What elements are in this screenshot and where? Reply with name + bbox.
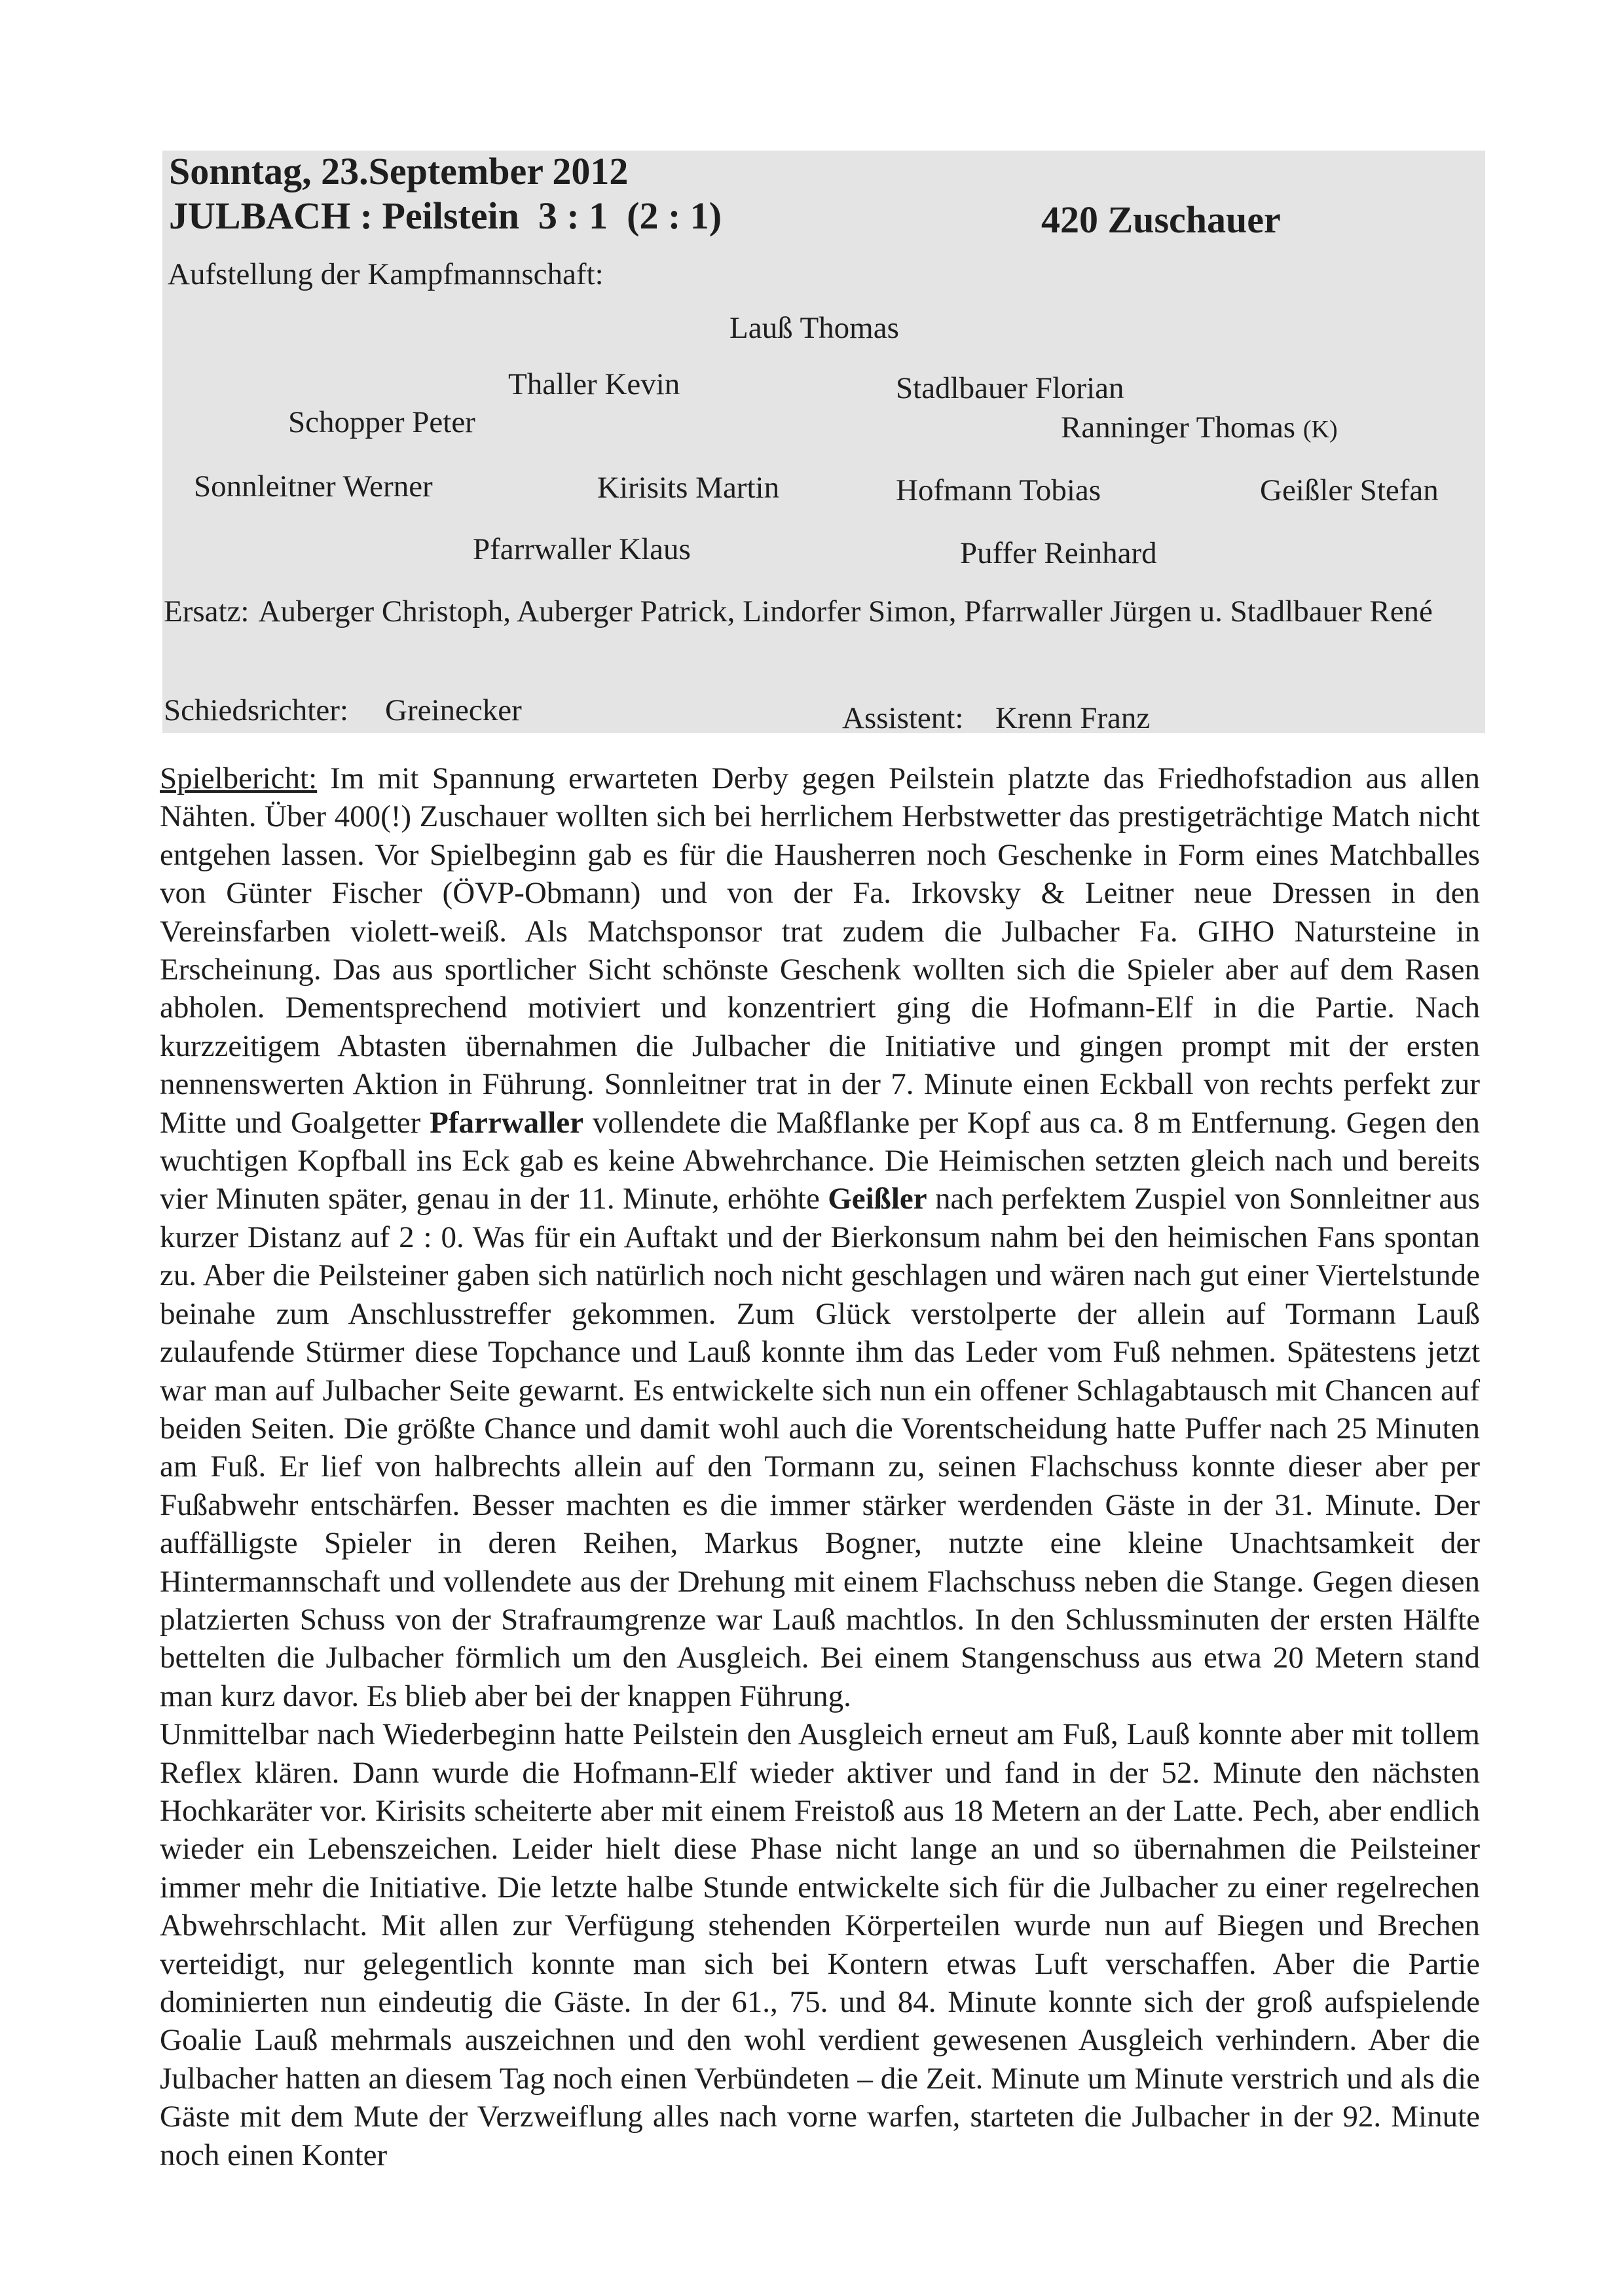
- player-ranninger-name: Ranninger Thomas: [1061, 410, 1296, 445]
- spectator-count: 420 Zuschauer: [1041, 198, 1281, 241]
- report-paragraph-2: Unmittelbar nach Wiederbeginn hatte Peilstein den Ausgleich erneut am Fuß, Lauß konnte aber mit tollem Reflex klären. Dann wurde die Hofmann-Elf wieder aktiver und fand in der 52. Minute den nächsten Hochkaräter vor. Kirisits scheiterte aber mit einem Freistoß aus 18 Metern an der Latte. Pech, aber endlich wieder ein Lebenszeichen. Leider hielt diese Phase nicht lange an und so übernahmen die Peilsteiner immer mehr die Initiative. Die letzte halbe Stunde entwickelte sich für die Julbacher zu einer regelrechen Abwehrschlacht. Mit allen zur Verfügung stehenden Körperteilen wurde nun auf Biegen und Brechen verteidigt, nur gelegentlich konnte man sich bei Kontern etwas Luft verschaffen. Aber die Partie dominierten nun eindeutig die Gäste. In der 61., 75. und 84. Minute konnte sich der groß aufspielende Goalie Lauß mehrmals auszeichnen und den wohl verdient gewesenen Ausgleich verhindern. Aber die Julbacher hatten an diesem Tag noch einen Verbündeten – die Zeit. Minute um Minute verstrich und als die Gäste mit dem Mute der Verzweiflung alles nach vorne warfen, starteten die Julbacher in der 92. Minute noch einen Konter: [160, 1717, 1480, 2172]
- report-paragraph-1: [160, 759, 1480, 1715]
- report-text-1: Im mit Spannung erwarteten Derby gegen Peilstein platzte das Friedhofstadion aus allen Nähten. Über 400(!) Zuschauer wollten sich bei herrlichem Herbstwetter das prestigeträchtige Match nicht entgehen lassen. Vor Spielbeginn gab es für die Hausherren noch Geschenke in Form eines Matchballes von Günter Fischer (ÖVP-Obmann) und von der Fa. Irkovsky & Leitner neue Dressen in den Vereinsfarben violett-weiß. Als Matchsponsor trat zudem die Julbacher Fa. GIHO Natursteine in Erscheinung. Das aus sportlicher Sicht schönste Geschenk wollten sich die Spieler aber auf dem Rasen abholen. Dementsprechend motiviert und konzentriert ging die Hofmann-Elf in die Partie. Nach kurzzeitigem Abtasten übernahmen die Julbacher die Initiative und gingen prompt mit der ersten nennenswerten Aktion in Führung. Sonnleitner trat in der 7. Minute einen Eckball von rechts perfekt zur Mitte und Goalgetter: [160, 761, 1480, 1140]
- player-stadlbauer: Stadlbauer Florian: [896, 371, 1124, 405]
- report-label: Spielbericht:: [160, 761, 318, 795]
- player-kirisits: Kirisits Martin: [597, 471, 780, 505]
- assistant-name: Krenn Franz: [995, 701, 1151, 735]
- scorer-pfarrwaller: Pfarrwaller: [430, 1105, 583, 1140]
- scorer-geissler: Geißler: [828, 1182, 927, 1216]
- player-sonnleitner: Sonnleitner Werner: [194, 469, 433, 503]
- captain-mark: (K): [1302, 416, 1338, 443]
- substitutes-label: Ersatz:: [164, 594, 249, 629]
- player-goalkeeper: Lauß Thomas: [729, 311, 899, 345]
- lineup-heading: Aufstellung der Kampfmannschaft:: [168, 257, 604, 291]
- report-text-3: nach perfektem Zuspiel von Sonnleitner aus kurzer Distanz auf 2 : 0. Was für ein Auftakt und der Bierkonsum nahm bei den heimischen Fans spontan zu. Aber die Peilsteiner gaben sich natürlich noch nicht geschlagen und wären nach gut einer Viertelstunde beinahe zum Anschlusstreffer gekommen. Zum Glück verstolperte der allein auf Tormann Lauß zulaufende Stürmer diese Topchance und Lauß konnte ihm das Leder vom Fuß nehmen. Spätestens jetzt war man auf Julbacher Seite gewarnt. Es entwickelte sich nun ein offener Schlagabtausch mit Chancen auf beiden Seiten. Die größte Chance und damit wohl auch die Vorentscheidung hatte Puffer nach 25 Minuten am Fuß. Er lief von halbrechts allein auf den Tormann zu, seinen Flachschuss konnte dieser aber per Fußabwehr entschärfen. Besser machten es die immer stärker werdenden Gäste in der 31. Minute. Der auffälligste Spieler in deren Reihen, Markus Bogner, nutzte eine kleine Unachtsamkeit der Hintermannschaft und vollendete aus der Drehung mit einem Flachschuss neben die Stange. Gegen diesen platzierten Schuss von der Strafraumgrenze war Lauß machtlos. In den Schlussminuten der ersten Hälfte bettelten die Julbacher förmlich um den Ausgleich. Bei einem Stangenschuss aus etwa 20 Metern stand man kurz davor. Es blieb aber bei der knappen Führung.: [160, 1182, 1480, 1713]
- match-result: JULBACH : Peilstein 3 : 1 (2 : 1): [169, 194, 722, 237]
- player-pfarrwaller: Pfarrwaller Klaus: [473, 532, 691, 566]
- substitutes-list: Auberger Christoph, Auberger Patrick, Lindorfer Simon, Pfarrwaller Jürgen u. Stadlbauer René: [258, 594, 1433, 629]
- player-thaller: Thaller Kevin: [508, 367, 680, 401]
- player-puffer: Puffer Reinhard: [960, 536, 1157, 570]
- player-ranninger: [1061, 410, 1338, 445]
- assistant-label: Assistent:: [842, 701, 964, 735]
- player-schopper: Schopper Peter: [288, 405, 475, 439]
- report-text-2: vollendete die Maßflanke per Kopf aus ca. 8 m Entfernung. Gegen den wuchtigen Kopfball ins Eck gab es keine Abwehrchance. Die Heimischen setzten gleich nach und bereits vier Minuten später, genau in der 11. Minute, erhöhte: [160, 1105, 1480, 1216]
- substitutes: [164, 592, 1480, 630]
- match-report: [160, 759, 1480, 2174]
- player-geissler: Geißler Stefan: [1260, 473, 1439, 507]
- referee-name: Greinecker: [385, 693, 522, 727]
- match-date: Sonntag, 23.September 2012: [169, 150, 629, 192]
- referee-label: Schiedsrichter:: [164, 693, 348, 727]
- player-hofmann: Hofmann Tobias: [896, 473, 1101, 507]
